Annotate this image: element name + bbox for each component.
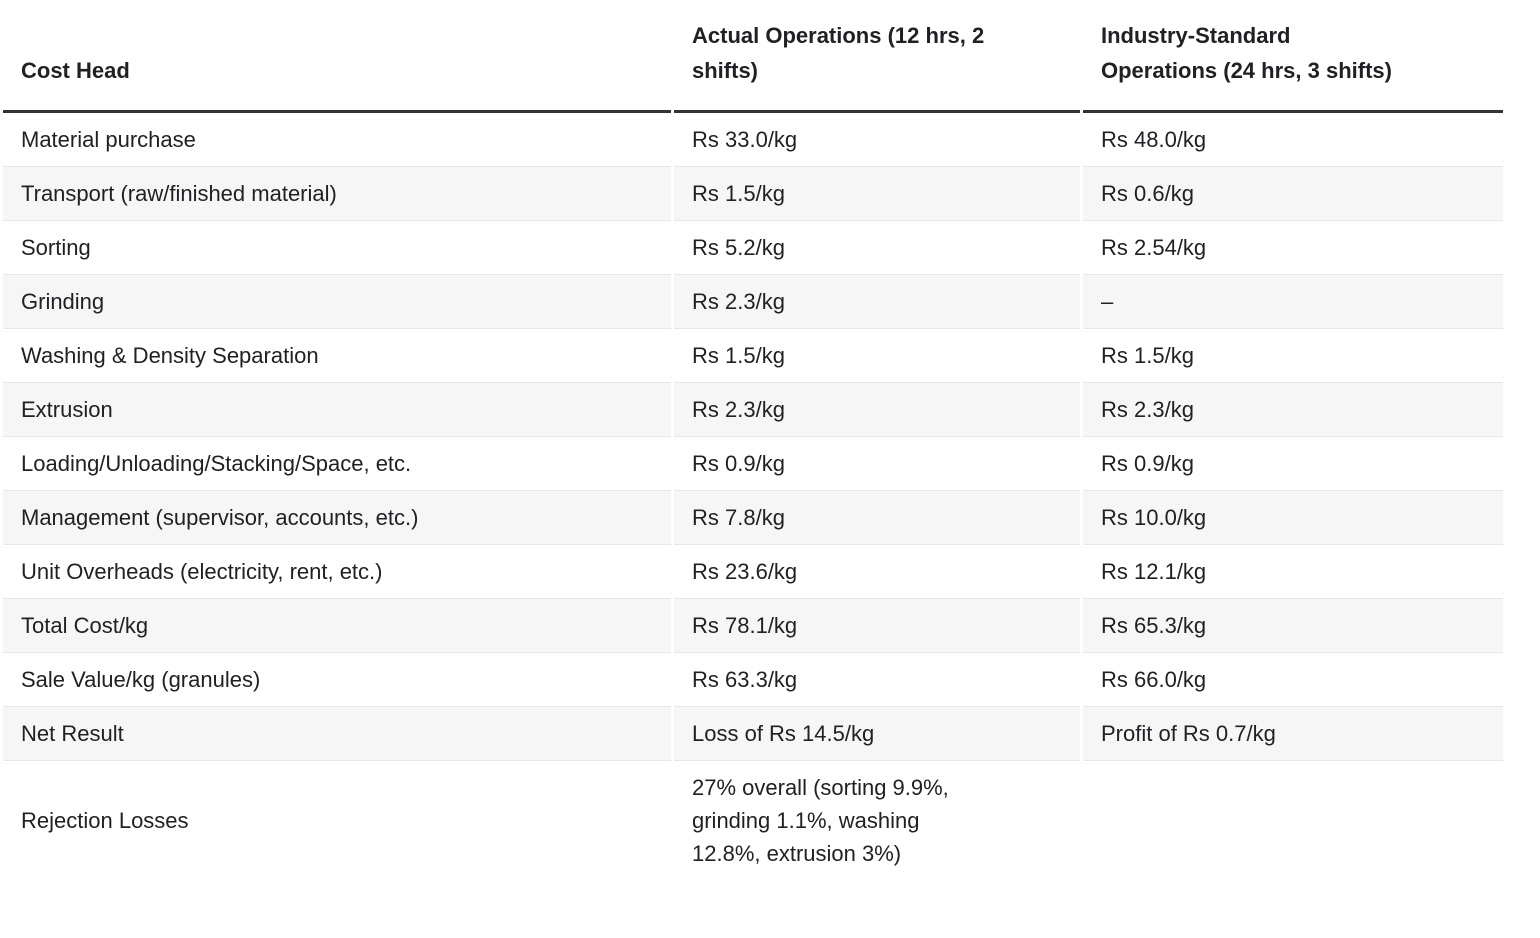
cell-text: Rs 2.3/kg xyxy=(1101,397,1194,422)
row-label-cell xyxy=(3,436,671,490)
row-label-cell xyxy=(3,113,671,166)
table-row xyxy=(3,274,1503,328)
column-header-label: Actual Operations (12 hrs, 2 shifts) xyxy=(692,23,985,83)
table-row xyxy=(3,598,1503,652)
table-row xyxy=(3,382,1503,436)
cell-text: Washing & Density Separation xyxy=(21,343,319,368)
value-cell xyxy=(1083,598,1503,652)
column-header-label: Cost Head xyxy=(21,58,130,83)
cell-text: Rs 7.8/kg xyxy=(692,505,785,530)
table-row xyxy=(3,544,1503,598)
value-cell xyxy=(674,760,1080,880)
column-header-industry-standard-operations xyxy=(1083,0,1503,113)
cell-text: Rejection Losses xyxy=(21,808,189,833)
value-cell xyxy=(1083,220,1503,274)
cell-text: Unit Overheads (electricity, rent, etc.) xyxy=(21,559,383,584)
cell-text: Total Cost/kg xyxy=(21,613,149,638)
cell-text: – xyxy=(1101,289,1114,314)
row-label-cell xyxy=(3,328,671,382)
cell-text: Rs 65.3/kg xyxy=(1101,613,1207,638)
table-row xyxy=(3,760,1503,880)
value-cell xyxy=(674,113,1080,166)
cell-text: Rs 1.5/kg xyxy=(692,343,785,368)
cell-text: 27% overall (sorting 9.9%, grinding 1.1%, washing 12.8%, extrusion 3%) xyxy=(692,775,949,866)
cell-text: Rs 63.3/kg xyxy=(692,667,798,692)
cell-text: Sorting xyxy=(21,235,91,260)
cell-text: Transport (raw/finished material) xyxy=(21,181,337,206)
cell-text: Rs 0.6/kg xyxy=(1101,181,1194,206)
value-cell xyxy=(674,382,1080,436)
value-cell xyxy=(1083,328,1503,382)
column-header-cost-head xyxy=(3,0,671,113)
cell-text: Loading/Unloading/Stacking/Space, etc. xyxy=(21,451,412,476)
table-row xyxy=(3,652,1503,706)
row-label-cell xyxy=(3,544,671,598)
table-row xyxy=(3,166,1503,220)
column-header-label: Industry-Standard Operations (24 hrs, 3 shifts) xyxy=(1101,23,1392,83)
table-row xyxy=(3,490,1503,544)
cell-text: Rs 5.2/kg xyxy=(692,235,785,260)
cell-text: Rs 78.1/kg xyxy=(692,613,798,638)
value-cell xyxy=(1083,166,1503,220)
value-cell xyxy=(674,328,1080,382)
cell-text: Net Result xyxy=(21,721,124,746)
value-cell xyxy=(1083,652,1503,706)
cell-text: Rs 0.9/kg xyxy=(1101,451,1194,476)
row-label-cell xyxy=(3,220,671,274)
cell-text: Rs 10.0/kg xyxy=(1101,505,1207,530)
table-body xyxy=(3,113,1503,880)
row-label-cell xyxy=(3,490,671,544)
value-cell xyxy=(1083,436,1503,490)
value-cell xyxy=(674,598,1080,652)
cell-text: Extrusion xyxy=(21,397,113,422)
cell-text: Management (supervisor, accounts, etc.) xyxy=(21,505,419,530)
cell-text: Rs 1.5/kg xyxy=(1101,343,1194,368)
cell-text: Grinding xyxy=(21,289,105,314)
cell-text: Profit of Rs 0.7/kg xyxy=(1101,721,1276,746)
cell-text: Rs 23.6/kg xyxy=(692,559,798,584)
row-label-cell xyxy=(3,274,671,328)
value-cell xyxy=(674,652,1080,706)
value-cell xyxy=(674,220,1080,274)
table-row xyxy=(3,220,1503,274)
table-header xyxy=(3,0,1503,113)
value-cell xyxy=(674,166,1080,220)
value-cell xyxy=(674,490,1080,544)
column-header-actual-operations xyxy=(674,0,1080,113)
row-label-cell xyxy=(3,652,671,706)
row-label-cell xyxy=(3,760,671,880)
value-cell xyxy=(1083,706,1503,760)
value-cell xyxy=(1083,274,1503,328)
cell-text: Rs 2.3/kg xyxy=(692,397,785,422)
table-row xyxy=(3,113,1503,166)
cell-text: Rs 12.1/kg xyxy=(1101,559,1207,584)
row-label-cell xyxy=(3,706,671,760)
cell-text: Loss of Rs 14.5/kg xyxy=(692,721,875,746)
cell-text: Rs 66.0/kg xyxy=(1101,667,1207,692)
table-row xyxy=(3,706,1503,760)
value-cell xyxy=(1083,382,1503,436)
value-cell xyxy=(674,274,1080,328)
row-label-cell xyxy=(3,598,671,652)
cell-text: Rs 1.5/kg xyxy=(692,181,785,206)
value-cell xyxy=(674,706,1080,760)
row-label-cell xyxy=(3,382,671,436)
header-row xyxy=(3,0,1503,113)
cell-text: Sale Value/kg (granules) xyxy=(21,667,261,692)
value-cell xyxy=(1083,113,1503,166)
cell-text: Rs 48.0/kg xyxy=(1101,127,1207,152)
row-label-cell xyxy=(3,166,671,220)
cell-text: Rs 0.9/kg xyxy=(692,451,785,476)
value-cell xyxy=(1083,544,1503,598)
cell-text: Rs 2.54/kg xyxy=(1101,235,1207,260)
cell-text: Rs 33.0/kg xyxy=(692,127,798,152)
cell-text: Rs 2.3/kg xyxy=(692,289,785,314)
value-cell xyxy=(1083,490,1503,544)
value-cell xyxy=(674,436,1080,490)
value-cell xyxy=(1083,760,1503,880)
value-cell xyxy=(674,544,1080,598)
table-row xyxy=(3,436,1503,490)
cell-text: Material purchase xyxy=(21,127,196,152)
table-row xyxy=(3,328,1503,382)
